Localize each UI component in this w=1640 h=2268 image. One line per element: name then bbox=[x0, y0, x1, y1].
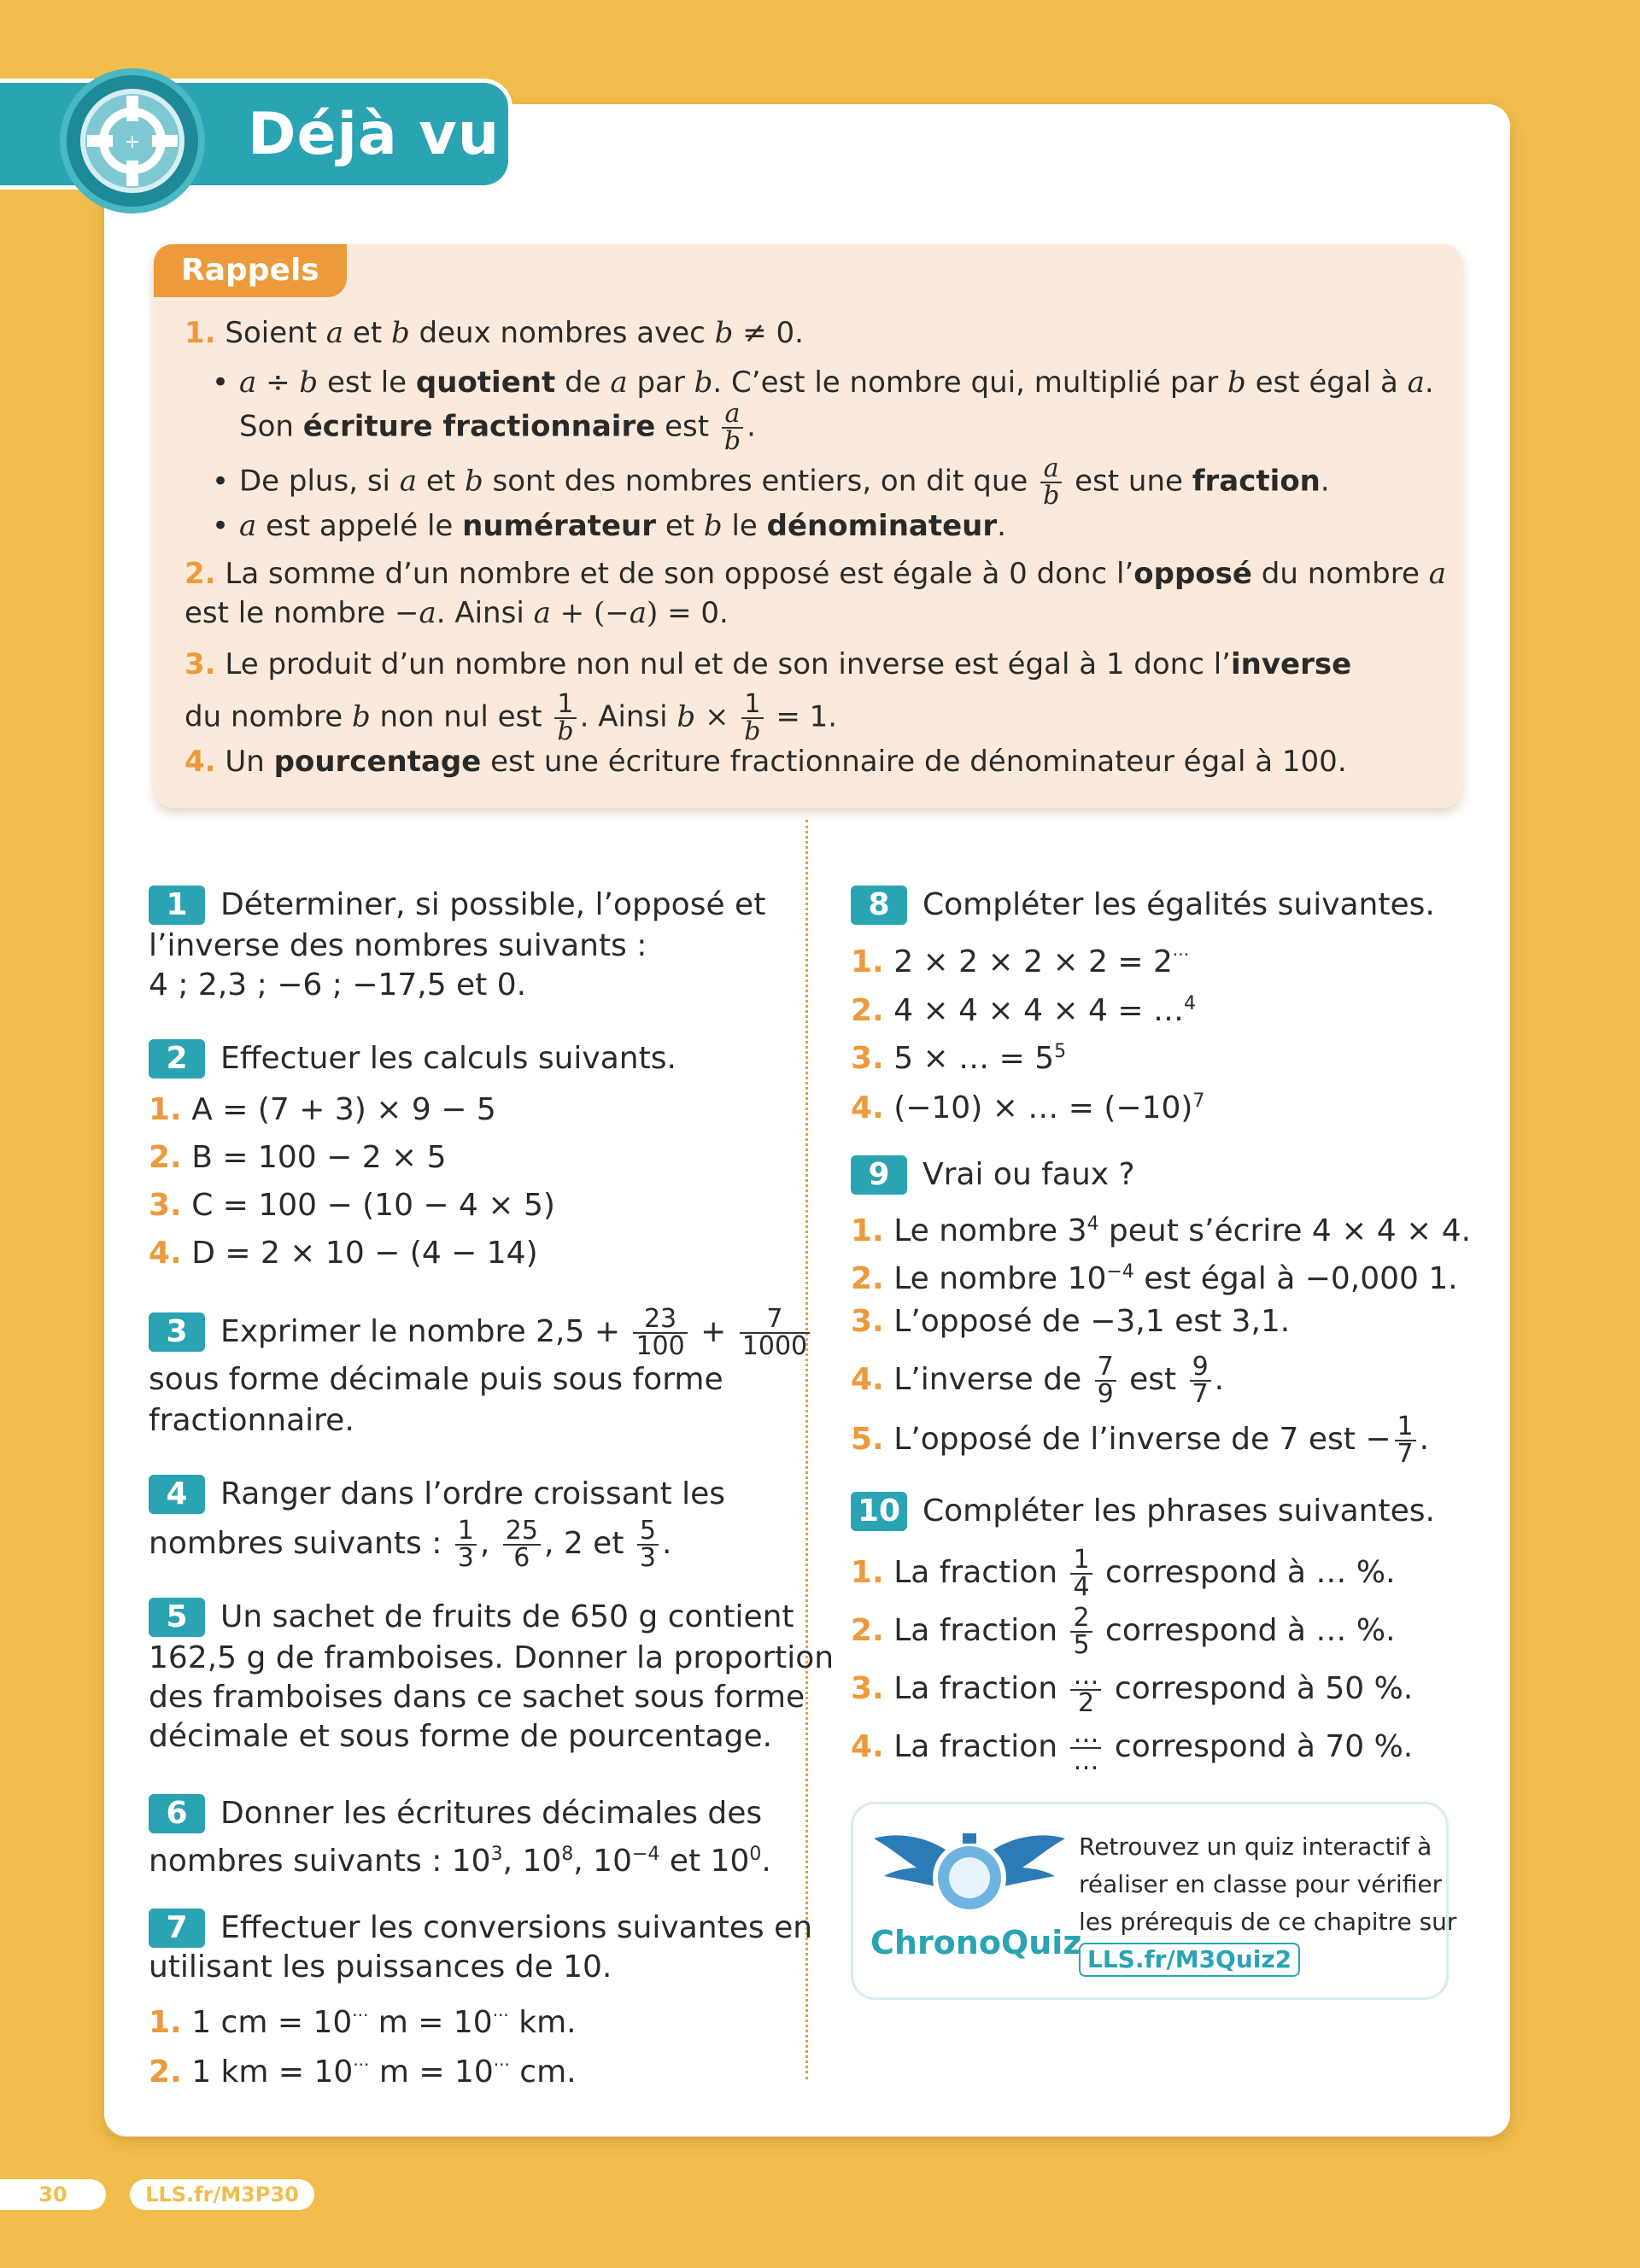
exercise-2-item: 4. D = 2 × 10 − (4 − 14) bbox=[149, 1236, 538, 1271]
exercise-1-line: l’inverse des nombres suivants : bbox=[149, 928, 647, 963]
rappel-1: 1. Soient a et b deux nombres avec b ≠ 0. bbox=[184, 316, 804, 350]
rappel-1-bullet-1: • a ÷ b est le quotient de a par b. C’est le nombre qui, multiplié par b est égal à a. bbox=[212, 365, 1434, 400]
chronoquiz-wings-icon bbox=[869, 1821, 1070, 1924]
exercise-9-item: 5. L’opposé de l’inverse de 7 est − $\frac{1}{7}$ . bbox=[851, 1412, 1430, 1469]
exercise-8-item: 1. 2 × 2 × 2 × 2 = 2··· bbox=[851, 944, 1189, 979]
exercise-8-item: 2. 4 × 4 × 4 × 4 = …$^4$ bbox=[851, 993, 1197, 1028]
exercise-9-item: 1. Le nombre $3^4$ peut s’écrire 4 × 4 × 4. bbox=[851, 1213, 1472, 1248]
exercise-4: 4 Ranger dans l’ordre croissant les bbox=[149, 1474, 725, 1515]
rappels-label: Rappels bbox=[154, 244, 347, 297]
exercise-number: 7 bbox=[149, 1909, 205, 1948]
exercise-7-line: utilisant les puissances de 10. bbox=[149, 1949, 612, 1984]
exercise-5-line: décimale et sous forme de pourcentage. bbox=[149, 1719, 773, 1754]
exercise-number: 9 bbox=[851, 1155, 907, 1195]
rappel-1-bullet-1-cont: Son écriture fractionnaire est $\frac{a}{b}$ . bbox=[239, 399, 756, 456]
rappel-1-bullet-2: • De plus, si a et b sont des nombres entiers, on dit que $\frac{a}{b}$ est une fraction. bbox=[212, 453, 1330, 511]
exercise-8-item: 4. (−10) × … = $(-10)^7$ bbox=[851, 1090, 1205, 1125]
exercise-2-item: 3. C = 100 − (10 − 4 × 5) bbox=[149, 1188, 555, 1223]
exercise-5: 5 Un sachet de fruits de 650 g contient bbox=[149, 1597, 794, 1638]
exercise-8: 8 Compléter les égalités suivantes. bbox=[851, 885, 1435, 926]
exercise-2-item: 1. A = (7 + 3) × 9 − 5 bbox=[149, 1092, 496, 1127]
exercise-1-line: 4 ; 2,3 ; −6 ; −17,5 et 0. bbox=[149, 967, 527, 1002]
exercise-10-item: 1. La fraction $\frac{1}{4}$ correspond à … %. bbox=[851, 1545, 1396, 1602]
chronoquiz-logo: ChronoQuiz bbox=[870, 1924, 1082, 1961]
quiz-text-line: réaliser en classe pour vérifier bbox=[1079, 1870, 1443, 1898]
page-number: 30 bbox=[0, 2179, 106, 2210]
page-title: Déjà vu bbox=[248, 101, 501, 168]
exercise-2: 2 Effectuer les calculs suivants. bbox=[149, 1038, 676, 1079]
rappel-2: 2. La somme d’un nombre et de son opposé est égale à 0 donc l’opposé du nombre a bbox=[184, 557, 1447, 591]
quiz-text-line: Retrouvez un quiz interactif à bbox=[1079, 1833, 1432, 1861]
exercise-7: 7 Effectuer les conversions suivantes en bbox=[149, 1908, 812, 1949]
exercise-7-item: 2. 1 km = 10··· m = 10··· cm. bbox=[149, 2055, 577, 2090]
exercise-number: 3 bbox=[149, 1312, 205, 1352]
exercise-4-line: nombres suivants : $\frac{1}{3}$ , $\frac{25}{6}$ , 2 et $\frac{5}{3}$ . bbox=[149, 1516, 672, 1573]
exercise-10: 10 Compléter les phrases suivantes. bbox=[851, 1491, 1435, 1532]
exercise-number: 2 bbox=[149, 1039, 205, 1078]
footer-link[interactable]: LLS.fr/M3P30 bbox=[130, 2179, 314, 2210]
exercise-number: 1 bbox=[149, 886, 205, 925]
exercise-number: 4 bbox=[149, 1475, 205, 1514]
rappel-4: 4. Un pourcentage est une écriture fractionnaire de dénominateur égal à 100. bbox=[184, 745, 1347, 779]
exercise-10-item: 3. La fraction $\frac{\dots}{2}$ correspond à 50 %. bbox=[851, 1661, 1414, 1718]
exercise-5-line: des framboises dans ce sachet sous forme bbox=[149, 1680, 805, 1715]
exercise-3: 3 Exprimer le nombre 2,5 + $\frac{23}{100}$ + $\frac{7}{1000}$ bbox=[149, 1306, 813, 1359]
exercise-8-item: 3. 5 × … = $5^5$ bbox=[851, 1041, 1067, 1076]
exercise-9-item: 2. Le nombre $10^{-4}$ est égal à −0,000 1. bbox=[851, 1261, 1458, 1296]
exercise-number: 6 bbox=[149, 1794, 205, 1833]
quiz-link-wrap bbox=[1079, 1941, 1300, 1979]
target-badge-icon bbox=[60, 68, 205, 213]
exercise-3-line: sous forme décimale puis sous forme bbox=[149, 1362, 723, 1397]
rappel-3-cont: du nombre b non nul est $\frac{1}{b}$ . Ainsi b × $\frac{1}{b}$ = 1. bbox=[184, 689, 838, 746]
exercise-1: 1 Déterminer, si possible, l’opposé et bbox=[149, 885, 765, 926]
quiz-link[interactable]: LLS.fr/M3Quiz2 bbox=[1079, 1943, 1300, 1977]
rappel-2-cont: est le nombre −a. Ainsi a + (−a) = 0. bbox=[184, 596, 729, 630]
exercise-6: 6 Donner les écritures décimales des bbox=[149, 1793, 762, 1834]
exercise-5-line: 162,5 g de framboises. Donner la proportion bbox=[149, 1640, 835, 1675]
exercise-10-item: 4. La fraction $\frac{\dots}{\dots}$ correspond à 70 %. bbox=[851, 1719, 1414, 1776]
exercise-9: 9 Vrai ou faux ? bbox=[851, 1154, 1135, 1195]
exercise-number: 8 bbox=[851, 886, 907, 925]
chronoquiz-box bbox=[851, 1802, 1457, 2000]
exercise-number: 5 bbox=[149, 1598, 205, 1637]
rappel-3: 3. Le produit d’un nombre non nul et de son inverse est égal à 1 donc l’inverse bbox=[184, 647, 1352, 681]
rappel-1-bullet-3: • a est appelé le numérateur et b le dénominateur. bbox=[212, 509, 1006, 543]
exercise-2-item: 2. B = 100 − 2 × 5 bbox=[149, 1140, 447, 1175]
exercise-6-line: nombres suivants : $10^3$, $10^8$, $10^{-4}$ et $10^0$. bbox=[149, 1844, 771, 1879]
exercise-10-item: 2. La fraction $\frac{2}{5}$ correspond à … %. bbox=[851, 1603, 1396, 1660]
exercise-9-item: 3. L’opposé de −3,1 est 3,1. bbox=[851, 1304, 1291, 1339]
column-divider bbox=[805, 820, 808, 2079]
exercise-number: 10 bbox=[851, 1492, 907, 1531]
exercise-9-item: 4. L’inverse de $\frac{7}{9}$ est $\frac{9}{7}$ . bbox=[851, 1352, 1225, 1409]
svg-text:+: + bbox=[124, 132, 141, 153]
exercise-7-item: 1. 1 cm = 10··· m = 10··· km. bbox=[149, 2005, 577, 2040]
quiz-text-line: les prérequis de ce chapitre sur bbox=[1079, 1908, 1457, 1936]
exercise-3-line: fractionnaire. bbox=[149, 1403, 354, 1438]
